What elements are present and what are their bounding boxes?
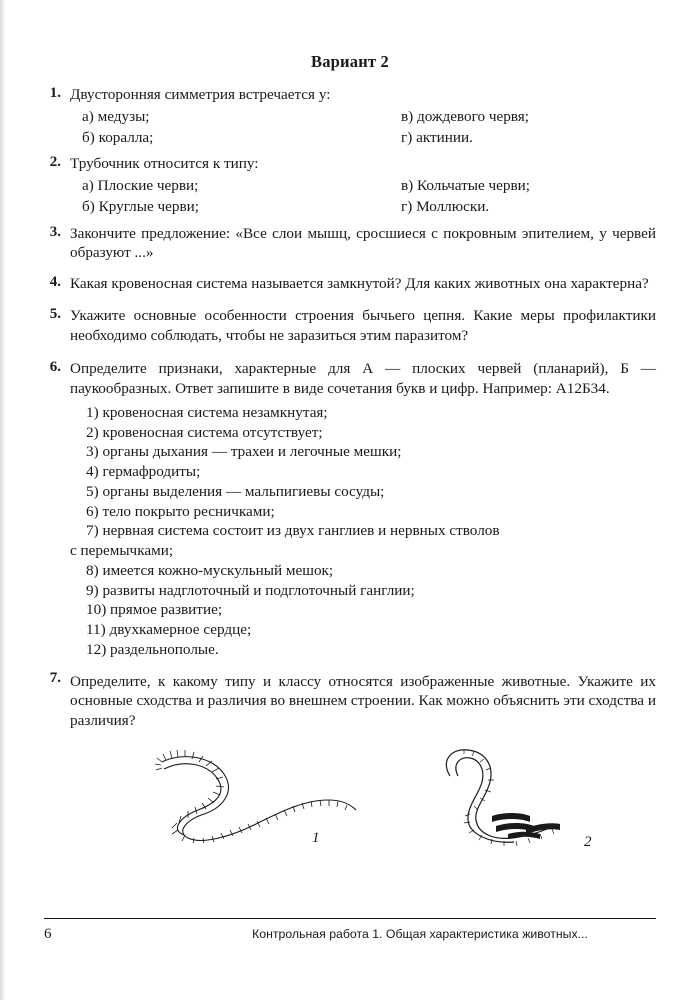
figure-label: 1 — [312, 829, 320, 846]
option: г) актинии. — [401, 128, 473, 146]
figure-group — [44, 742, 656, 862]
option: в) дождевого червя; — [401, 107, 529, 125]
question-body — [70, 224, 656, 265]
answer-options — [70, 107, 656, 148]
question-number: 6. — [49, 359, 61, 376]
option: б) Круглые черви; — [82, 197, 199, 215]
list-item: 11) двухкамерное сердце; — [86, 621, 252, 638]
question-item — [44, 306, 656, 347]
question-body — [70, 274, 656, 295]
list-item: 12) раздельнополые. — [86, 640, 219, 658]
question-stem: Двусторонняя симметрия встречается у: — [70, 86, 331, 103]
running-title: Контрольная работа 1. Общая характеристика животных... — [252, 927, 588, 941]
list-item: 10) прямое развитие; — [86, 601, 223, 619]
question-stem: Трубочник относится к типу: — [70, 155, 259, 173]
list-item: 1) кровеносная система незамкнутая; — [86, 403, 328, 421]
page-number: 6 — [44, 926, 52, 942]
list-item: 3) органы дыхания — трахеи и легочные мешки; — [86, 443, 402, 461]
question-body — [70, 672, 656, 732]
page-title: Вариант 2 — [311, 52, 389, 71]
question-number: 3. — [49, 223, 61, 240]
question-body — [70, 154, 656, 216]
figure-label: 2 — [584, 833, 592, 850]
list-item: 6) тело покрыто ресничками; — [86, 502, 275, 520]
list-item: 2) кровеносная система отсутствует; — [86, 423, 323, 441]
option: а) медузы; — [82, 107, 150, 125]
question-number: 7. — [49, 669, 61, 686]
list-item: 8) имеется кожно-мускульный мешок; — [86, 561, 334, 579]
option: г) Моллюски. — [401, 197, 490, 215]
question-item — [44, 154, 656, 216]
list-item-continuation: с перемычками; — [70, 542, 174, 559]
question-number: 2. — [49, 154, 61, 171]
answer-options — [70, 176, 656, 217]
earthworm-illustration — [434, 742, 614, 847]
question-stem: Определите признаки, характерные для А — плоских червей (планарий), Б — паукообразных. Ответ запишите в виде сочетания букв и цифр. Например: А12Б34. — [70, 360, 656, 397]
question-item — [44, 274, 656, 295]
question-number: 1. — [49, 85, 61, 101]
question-item — [44, 224, 656, 265]
polychaete-worm-illustration — [152, 748, 362, 843]
option: в) Кольчатые черви; — [401, 177, 530, 194]
question-stem: Укажите основные особенности строения бычьего цепня. Какие меры профилактики необходимо соблюдать, чтобы не заразиться этим паразитом? — [70, 306, 656, 344]
question-stem: Какая кровеносная система называется замкнутой? Для каких животных она характерна? — [70, 275, 649, 292]
question-item — [44, 359, 656, 659]
list-item: 7) нервная система состоит из двух ганглиев и нервных стволов — [86, 522, 500, 540]
question-stem: Закончите предложение: «Все слои мышц, сросшиеся с покровным эпителием, у червей образуют ...» — [70, 224, 656, 262]
question-item — [44, 670, 656, 732]
question-body — [70, 359, 656, 659]
option: а) Плоские черви; — [82, 177, 199, 194]
question-list — [44, 85, 656, 732]
question-number: 5. — [49, 305, 61, 322]
page-footer — [44, 918, 656, 943]
list-item: 4) гермафродиты; — [86, 463, 201, 480]
question-stem: Определите, к какому типу и классу относятся изображенные животные. Укажите их основные сходства и различия во внешнем строении. Как можно объяснить эти сходства и различия? — [70, 672, 656, 729]
question-number: 4. — [49, 274, 61, 290]
list-item: 5) органы выделения — мальпигиевы сосуды; — [86, 482, 385, 500]
question-body — [70, 85, 656, 147]
question-body — [70, 306, 656, 347]
question-item — [44, 85, 656, 147]
option: б) коралла; — [82, 128, 154, 146]
list-item: 9) развиты надглоточный и подглоточный ганглии; — [86, 581, 415, 599]
feature-list — [70, 403, 656, 660]
